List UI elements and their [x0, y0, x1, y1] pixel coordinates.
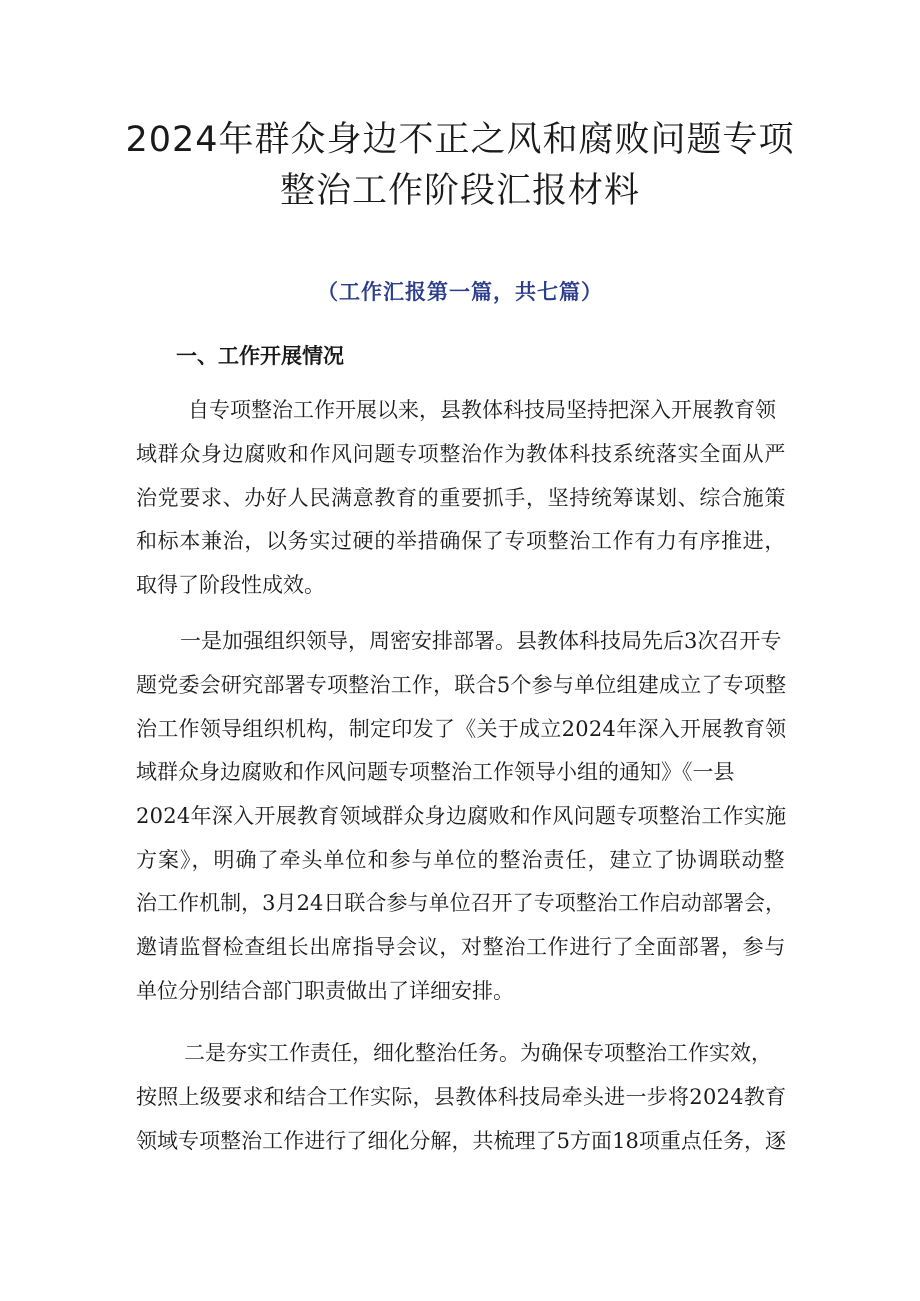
document-title-line-1: 2024年群众身边不正之风和腐败问题专项	[125, 120, 795, 160]
paragraph-line: 按照上级要求和结合工作实际，县教体科技局牵头进一步将2024教育	[136, 1085, 787, 1109]
section-heading: 一、工作开展情况	[176, 344, 344, 368]
document-title-line-2: 整治工作阶段汇报材料	[279, 171, 640, 211]
paragraph-line: 2024年深入开展教育领域群众身边腐败和作风问题专项整治工作实施	[136, 804, 787, 828]
paragraph-line: 取得了阶段性成效。	[136, 573, 325, 597]
paragraph-line: 单位分别结合部门职责做出了详细安排。	[136, 979, 514, 1003]
paragraph-line: 治工作领导组织机构，制定印发了《关于成立2024年深入开展教育领	[136, 717, 787, 741]
paragraph-line: 域群众身边腐败和作风问题专项整治作为教体科技系统落实全面从严	[136, 442, 786, 466]
paragraph-line: 自专项整治工作开展以来，县教体科技局坚持把深入开展教育领	[188, 398, 776, 422]
paragraph-line: 二是夯实工作责任，细化整治任务。为确保专项整治工作实效，	[184, 1041, 772, 1065]
paragraph-line: 一是加强组织领导，周密安排部署。县教体科技局先后3次召开专	[180, 629, 782, 653]
paragraph-line: 题党委会研究部署专项整治工作，联合5个参与单位组建成立了专项整	[136, 673, 787, 697]
paragraph-line: 域群众身边腐败和作风问题专项整治工作领导小组的通知》《一县	[136, 760, 735, 784]
paragraph-line: 和标本兼治，以务实过硬的举措确保了专项整治工作有力有序推进，	[136, 529, 786, 553]
paragraph-line: 方案》，明确了牵头单位和参与单位的整治责任，建立了协调联动整	[136, 848, 786, 872]
paragraph-line: 治工作机制，3月24日联合参与单位召开了专项整治工作启动部署会，	[136, 891, 787, 915]
document-subtitle: （工作汇报第一篇，共七篇）	[317, 279, 603, 304]
paragraph-line: 治党要求、办好人民满意教育的重要抓手，坚持统筹谋划、综合施策	[136, 486, 786, 510]
paragraph-line: 领域专项整治工作进行了细化分解，共梳理了5方面18项重点任务，逐	[136, 1129, 787, 1153]
paragraph-line: 邀请监督检查组长出席指导会议，对整治工作进行了全面部署，参与	[136, 935, 786, 959]
